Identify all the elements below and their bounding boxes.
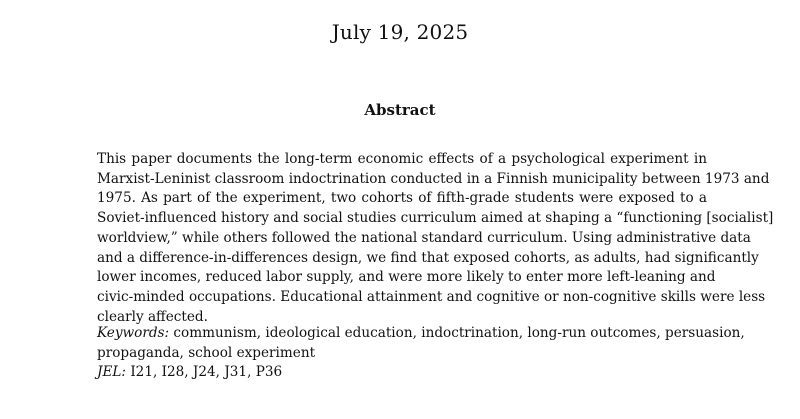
keywords-line-continued: propaganda, school experiment xyxy=(97,344,316,361)
abstract-line: worldview,” while others followed the national standard curriculum. Using administrative data xyxy=(97,229,751,246)
abstract-line: Soviet-influenced history and social studies curriculum aimed at shaping a “functioning [socialist] xyxy=(97,210,774,227)
abstract-line: Marxist-Leninist classroom indoctrination conducted in a Finnish municipality between 1973 and xyxy=(97,170,770,187)
abstract-line: civic-minded occupations. Educational attainment and cognitive or non-cognitive skills were less xyxy=(97,288,766,305)
abstract-line: This paper documents the long-term economic effects of a psychological experiment in xyxy=(97,151,707,167)
abstract-line: clearly affected. xyxy=(97,308,208,325)
jel-line xyxy=(97,363,707,383)
keywords-list: communism, ideological education, indoctrination, long-run outcomes, persuasion, xyxy=(173,325,745,341)
abstract-line: and a difference-in-differences design, we find that exposed cohorts, as adults, had significantly xyxy=(97,249,759,266)
abstract-heading: Abstract xyxy=(364,101,436,119)
paper-date: July 19, 2025 xyxy=(331,20,469,44)
abstract-line: 1975. As part of the experiment, two cohorts of fifth-grade students were exposed to a xyxy=(97,190,707,207)
keywords-block xyxy=(97,324,745,383)
keywords-line xyxy=(97,324,745,344)
jel-label: JEL: xyxy=(97,364,126,381)
abstract-body xyxy=(97,150,774,327)
abstract-line: lower incomes, reduced labor supply, and were more likely to enter more left-leaning and xyxy=(97,269,716,286)
keywords-label: Keywords: xyxy=(97,325,170,341)
jel-codes: I21, I28, J24, J31, P36 xyxy=(130,364,283,381)
